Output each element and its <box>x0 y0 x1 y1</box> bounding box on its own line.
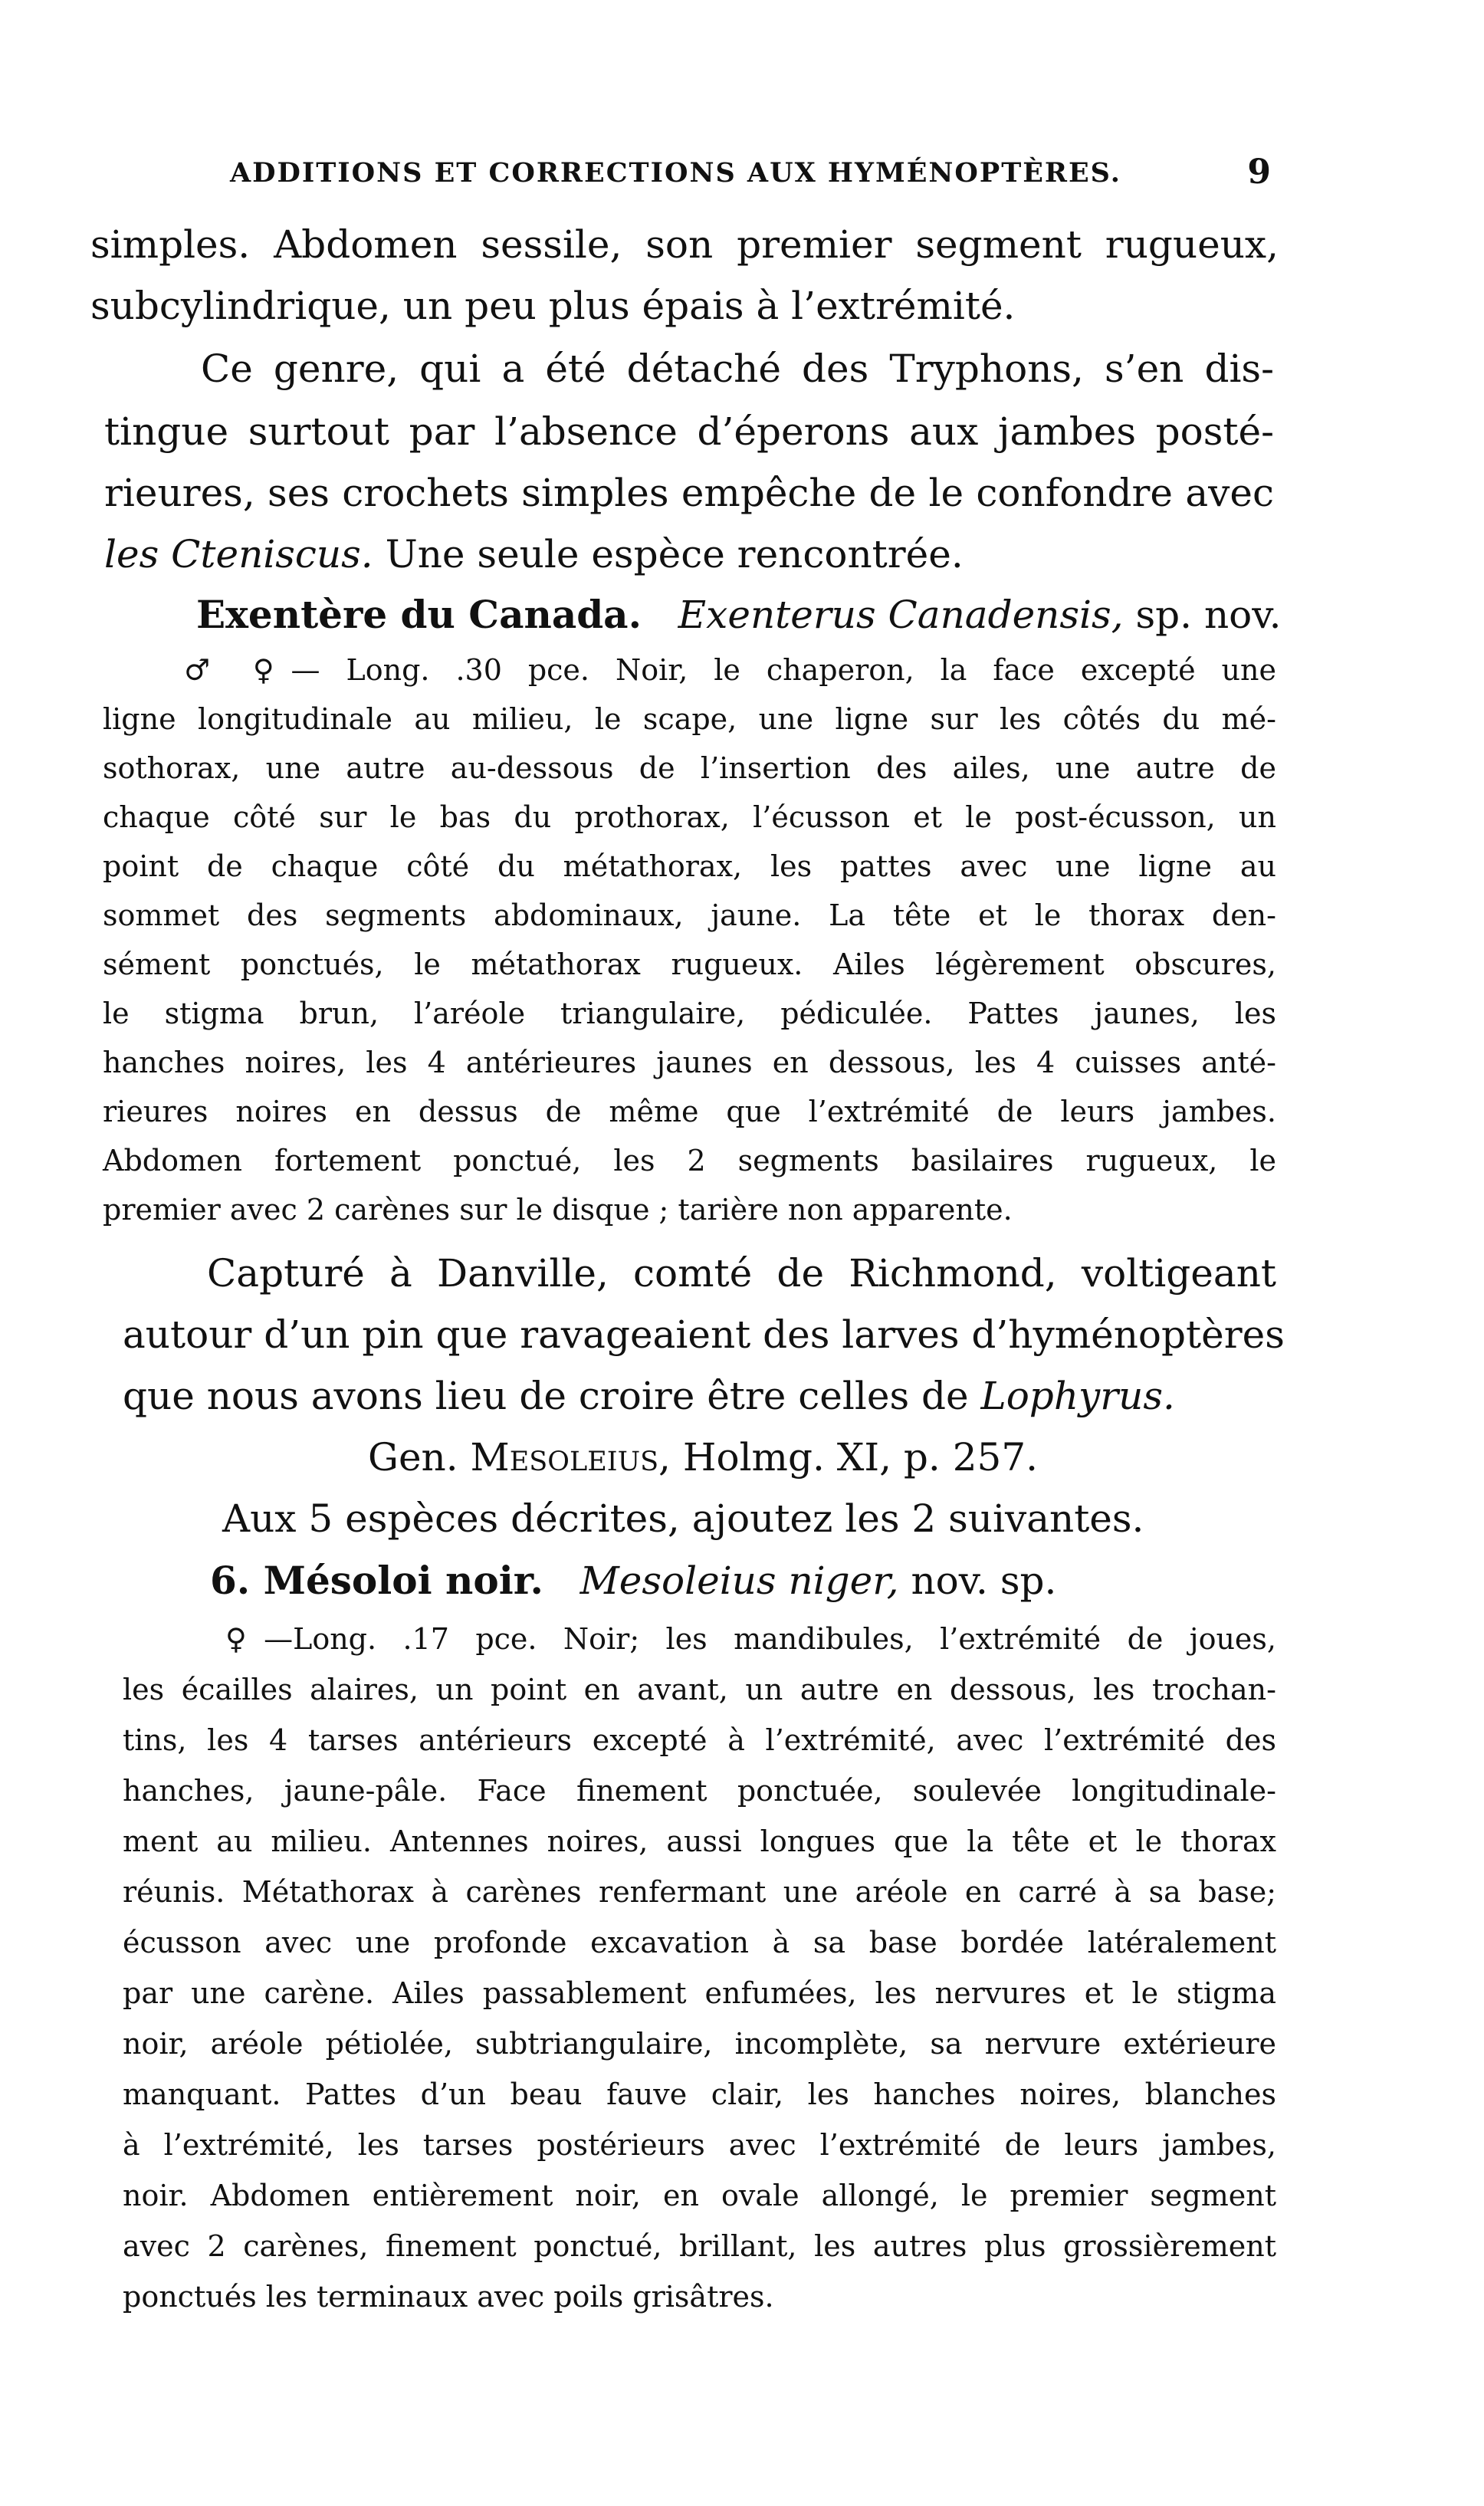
species-common-name: Exentère du Canada. <box>196 592 642 637</box>
text-line: Capturé à Danville, comté de Richmond, voltigeant <box>207 1251 1276 1296</box>
text-line: écusson avec une profonde excavation à sa base bordée latéralement <box>123 1926 1276 1959</box>
text-line: hanches noires, les 4 antérieures jaunes en dessous, les 4 cuisses anté- <box>103 1046 1276 1079</box>
text-fragment: que nous avons lieu de croire être celles de <box>123 1374 969 1418</box>
text-line: noir, aréole pétiolée, subtriangulaire, incomplète, sa nervure extérieure <box>123 2027 1276 2061</box>
text-line: le stigma brun, l’aréole triangulaire, pédiculée. Pattes jaunes, les <box>103 997 1276 1030</box>
text-line: sément ponctués, le métathorax rugueux. Ailes légèrement obscures, <box>103 948 1276 981</box>
text-line: manquant. Pattes d’un beau fauve clair, les hanches noires, blanches <box>123 2077 1276 2111</box>
text-line: hanches, jaune-pâle. Face finement ponctuée, soulevée longitudinale- <box>123 1774 1276 1808</box>
text-line <box>104 532 964 576</box>
text-line: sommet des segments abdominaux, jaune. La tête et le thorax den- <box>103 898 1276 932</box>
species-latin-name: Exenterus Canadensis, <box>678 593 1124 637</box>
text-line: simples. Abdomen sessile, son premier segment rugueux, <box>90 222 1279 267</box>
genus-name: les Cteniscus. <box>104 532 373 576</box>
text-line: réunis. Métathorax à carènes renfermant une aréole en carré à sa base; <box>123 1875 1276 1909</box>
text-line: rieures, ses crochets simples empêche de le confondre avec <box>104 471 1274 515</box>
text-line: Ce genre, qui a été détaché des Tryphons, s’en dis- <box>201 347 1274 391</box>
text-line: tingue surtout par l’absence d’éperons aux jambes posté- <box>104 409 1274 454</box>
genus-prefix: Gen. <box>368 1435 458 1480</box>
species-heading <box>210 1558 1056 1603</box>
running-title: ADDITIONS ET CORRECTIONS AUX HYMÉNOPTÈRES. <box>230 157 1121 189</box>
text-line: sothorax, une autre au-dessous de l’insertion des ailes, une autre de <box>103 751 1276 785</box>
text-line: les écailles alaires, un point en avant, un autre en dessous, les trochan- <box>123 1673 1276 1706</box>
text-line: subcylindrique, un peu plus épais à l’extrémité. <box>90 284 1016 328</box>
genus-heading <box>368 1435 1038 1480</box>
text-line: premier avec 2 carènes sur le disque ; tarière non apparente. <box>103 1193 1013 1227</box>
text-line: à l’extrémité, les tarses postérieurs avec l’extrémité de leurs jambes, <box>123 2128 1276 2162</box>
text-line: ♂ ♀— Long. .30 pce. Noir, le chaperon, la face excepté une <box>184 653 1276 687</box>
species-latin-name: Mesoleius niger, <box>579 1558 899 1603</box>
text-line: ♀—Long. .17 pce. Noir; les mandibules, l’extrémité de joues, <box>225 1622 1276 1656</box>
text-line: ment au milieu. Antennes noires, aussi longues que la tête et le thorax <box>123 1824 1276 1858</box>
text-line: ligne longitudinale au milieu, le scape, une ligne sur les côtés du mé- <box>103 702 1276 736</box>
text-line: ponctués les terminaux avec poils grisâtres. <box>123 2280 774 2314</box>
text-line: Aux 5 espèces décrites, ajoutez les 2 suivantes. <box>222 1496 1144 1541</box>
genus-name: Lophyrus. <box>980 1374 1175 1418</box>
text-line <box>123 1374 1175 1418</box>
text-line: tins, les 4 tarses antérieurs excepté à l’extrémité, avec l’extrémité des <box>123 1723 1276 1757</box>
species-tag: sp. nov. <box>1135 593 1282 637</box>
page-number: 9 <box>1247 153 1272 192</box>
genus-reference: Holmg. XI, p. 257. <box>682 1435 1039 1480</box>
species-common-name: 6. Mésoloi noir. <box>210 1558 543 1603</box>
text-line: par une carène. Ailes passablement enfumées, les nervures et le stigma <box>123 1976 1276 2010</box>
text-line: rieures noires en dessus de même que l’extrémité de leurs jambes. <box>103 1095 1276 1128</box>
species-heading <box>196 592 1281 637</box>
text-line: chaque côté sur le bas du prothorax, l’écusson et le post-écusson, un <box>103 800 1276 834</box>
genus-title: Mesoleius, <box>470 1435 671 1480</box>
text-fragment: Une seule espèce rencontrée. <box>385 532 964 576</box>
text-line: point de chaque côté du métathorax, les pattes avec une ligne au <box>103 849 1276 883</box>
text-line: Abdomen fortement ponctué, les 2 segments basilaires rugueux, le <box>103 1144 1276 1177</box>
running-header <box>230 153 1272 192</box>
species-tag: nov. sp. <box>911 1558 1057 1603</box>
text-line: avec 2 carènes, finement ponctué, brillant, les autres plus grossièrement <box>123 2229 1276 2263</box>
text-line: noir. Abdomen entièrement noir, en ovale allongé, le premier segment <box>123 2179 1276 2212</box>
text-line: autour d’un pin que ravageaient des larves d’hyménoptères <box>123 1312 1285 1357</box>
